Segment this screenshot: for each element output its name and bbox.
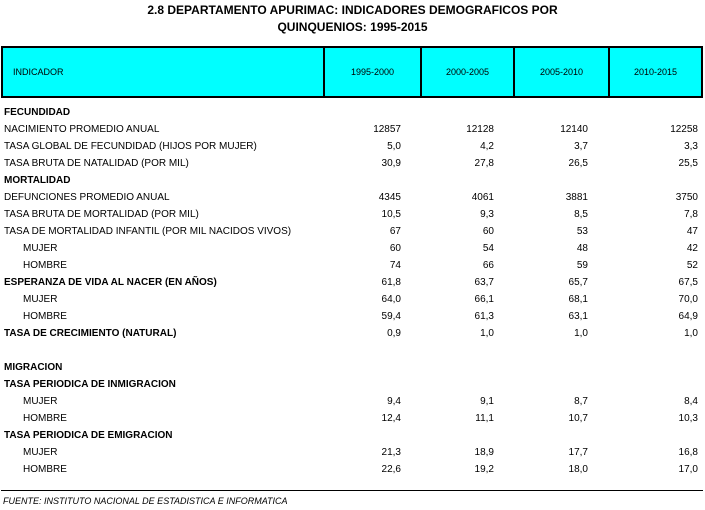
row-value: 5,0 — [387, 141, 401, 152]
row-value: 3,7 — [574, 141, 588, 152]
row-value: 18,0 — [568, 464, 588, 475]
row-label: MORTALIDAD — [4, 175, 71, 186]
row-value: 12857 — [373, 124, 401, 135]
row-value: 3,3 — [684, 141, 698, 152]
row-value: 8,7 — [574, 396, 588, 407]
row-value: 74 — [389, 260, 401, 271]
row-value: 3881 — [565, 192, 588, 203]
row-label: TASA PERIODICA DE INMIGRACION — [4, 379, 176, 390]
row-label: MUJER — [23, 294, 58, 305]
row-value: 63,1 — [568, 311, 588, 322]
row-value: 63,7 — [474, 277, 494, 288]
table-row — [0, 121, 705, 138]
table-title-line2: QUINQUENIOS: 1995-2015 — [277, 20, 428, 34]
row-value: 70,0 — [678, 294, 698, 305]
row-value: 67,5 — [678, 277, 698, 288]
row-value: 26,5 — [568, 158, 588, 169]
row-label: MUJER — [23, 396, 58, 407]
table-row — [0, 189, 705, 206]
row-value: 4,2 — [480, 141, 494, 152]
row-value: 17,0 — [678, 464, 698, 475]
row-value: 10,3 — [678, 413, 698, 424]
row-label: TASA BRUTA DE NATALIDAD (POR MIL) — [4, 158, 189, 169]
row-value: 9,1 — [480, 396, 494, 407]
row-value: 1,0 — [684, 328, 698, 339]
row-value: 21,3 — [381, 447, 401, 458]
row-value: 12140 — [560, 124, 588, 135]
row-value: 16,8 — [678, 447, 698, 458]
row-label: MUJER — [23, 243, 58, 254]
row-value: 64,9 — [678, 311, 698, 322]
row-value: 4061 — [471, 192, 494, 203]
row-value: 8,5 — [574, 209, 588, 220]
header-indicador: INDICADOR — [13, 67, 64, 77]
table-row — [0, 257, 705, 274]
row-value: 4345 — [378, 192, 401, 203]
row-label: TASA PERIODICA DE EMIGRACION — [4, 430, 173, 441]
row-value: 59 — [576, 260, 588, 271]
table-row — [0, 410, 705, 427]
row-value: 9,4 — [387, 396, 401, 407]
row-value: 1,0 — [480, 328, 494, 339]
row-value: 25,5 — [678, 158, 698, 169]
row-label: HOMBRE — [23, 464, 67, 475]
table-row — [0, 461, 705, 478]
row-label: MUJER — [23, 447, 58, 458]
source-note: FUENTE: INSTITUTO NACIONAL DE ESTADISTICA E INFORMATICA — [3, 496, 288, 506]
table-section-row — [0, 325, 705, 342]
row-value: 67 — [389, 226, 401, 237]
table-row — [0, 155, 705, 172]
header-year-2000-2005: 2000-2005 — [445, 67, 490, 77]
row-value: 48 — [576, 243, 588, 254]
row-value: 42 — [686, 243, 698, 254]
row-label: HOMBRE — [23, 413, 67, 424]
table-section-row — [0, 427, 705, 444]
row-value: 27,8 — [474, 158, 494, 169]
table-row — [0, 308, 705, 325]
table-section-row — [0, 274, 705, 291]
row-label: TASA DE CRECIMIENTO (NATURAL) — [4, 328, 177, 339]
row-value: 59,4 — [381, 311, 401, 322]
row-label: FECUNDIDAD — [4, 107, 71, 118]
row-label: HOMBRE — [23, 311, 67, 322]
row-value: 10,5 — [381, 209, 401, 220]
row-label: NACIMIENTO PROMEDIO ANUAL — [4, 124, 160, 135]
table-row — [0, 291, 705, 308]
row-value: 12258 — [670, 124, 698, 135]
row-value: 52 — [686, 260, 698, 271]
table-section-row — [0, 104, 705, 121]
row-label: TASA BRUTA DE MORTALIDAD (POR MIL) — [4, 209, 199, 220]
row-value: 18,9 — [474, 447, 494, 458]
row-value: 8,4 — [684, 396, 698, 407]
table-row — [0, 206, 705, 223]
row-value: 19,2 — [474, 464, 494, 475]
row-value: 60 — [389, 243, 401, 254]
row-value: 12128 — [466, 124, 494, 135]
table-row — [0, 223, 705, 240]
row-value: 60 — [482, 226, 494, 237]
row-value: 0,9 — [387, 328, 401, 339]
header-year-1995-2000: 1995-2000 — [350, 67, 395, 77]
row-value: 30,9 — [381, 158, 401, 169]
row-value: 11,1 — [475, 413, 494, 424]
table-row — [0, 342, 705, 359]
row-value: 47 — [686, 226, 698, 237]
row-value: 66 — [482, 260, 494, 271]
row-value: 68,1 — [568, 294, 588, 305]
row-value: 12,4 — [381, 413, 401, 424]
row-value: 61,3 — [474, 311, 494, 322]
row-label: HOMBRE — [23, 260, 67, 271]
table-section-row — [0, 376, 705, 393]
row-value: 66,1 — [474, 294, 494, 305]
table-row — [0, 444, 705, 461]
table-row — [0, 393, 705, 410]
row-label: TASA GLOBAL DE FECUNDIDAD (HIJOS POR MUJER) — [4, 141, 257, 152]
row-label: DEFUNCIONES PROMEDIO ANUAL — [4, 192, 170, 203]
row-value: 54 — [482, 243, 494, 254]
row-value: 1,0 — [574, 328, 588, 339]
row-value: 17,7 — [568, 447, 588, 458]
row-value: 7,8 — [684, 209, 698, 220]
row-label: MIGRACION — [4, 362, 63, 373]
header-year-2005-2010: 2005-2010 — [539, 67, 584, 77]
table-row — [0, 240, 705, 257]
row-label: TASA DE MORTALIDAD INFANTIL (POR MIL NACIDOS VIVOS) — [4, 226, 292, 237]
row-value: 10,7 — [568, 413, 588, 424]
table-row — [0, 138, 705, 155]
row-value: 64,0 — [381, 294, 401, 305]
header-year-2010-2015: 2010-2015 — [633, 67, 678, 77]
row-label: ESPERANZA DE VIDA AL NACER (EN AÑOS) — [4, 277, 217, 288]
row-value: 3750 — [675, 192, 698, 203]
row-value: 9,3 — [480, 209, 494, 220]
table-section-row — [0, 359, 705, 376]
row-value: 61,8 — [381, 277, 401, 288]
footer-divider — [1, 490, 703, 491]
table-section-row — [0, 172, 705, 189]
row-value: 22,6 — [381, 464, 401, 475]
row-value: 65,7 — [568, 277, 588, 288]
row-value: 53 — [576, 226, 588, 237]
table-title-line1: 2.8 DEPARTAMENTO APURIMAC: INDICADORES DEMOGRAFICOS POR — [147, 3, 558, 17]
table-header — [1, 46, 703, 98]
